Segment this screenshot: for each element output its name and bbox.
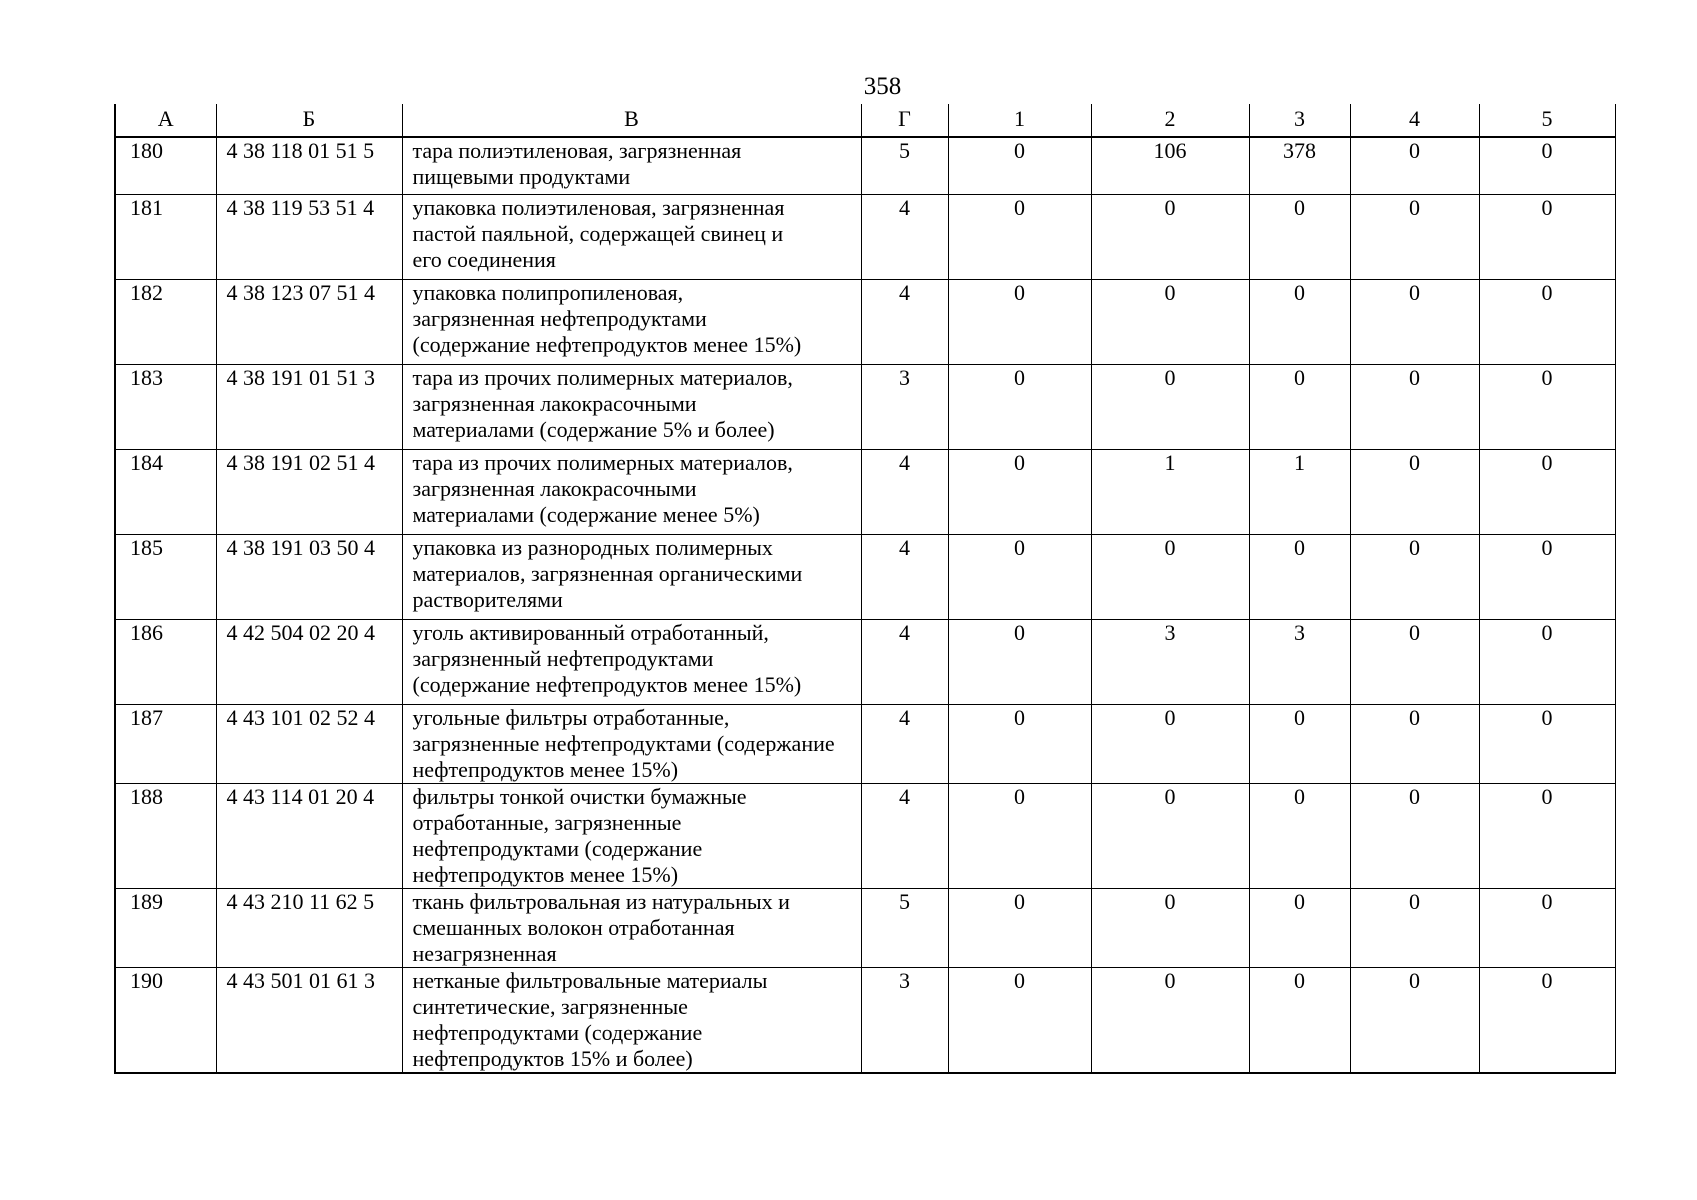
waste-code-cell: 4 38 118 01 51 5 (216, 137, 402, 194)
value-cell-5: 0 (1479, 888, 1615, 967)
row-number-cell: 189 (115, 888, 216, 967)
waste-description-cell (402, 704, 861, 783)
value-cell-1: 0 (948, 534, 1091, 619)
description-line: пищевыми продуктами (412, 164, 631, 189)
description-line: материалов, загрязненная органическими (412, 560, 803, 586)
value-cell-3: 0 (1249, 967, 1350, 1073)
waste-code-cell: 4 43 114 01 20 4 (216, 783, 402, 888)
value-cell-1: 0 (948, 967, 1091, 1073)
table-row (115, 449, 1615, 534)
waste-description-cell (402, 967, 861, 1073)
value-cell-5: 0 (1479, 783, 1615, 888)
row-number-cell: 180 (115, 137, 216, 194)
waste-description-cell (402, 783, 861, 888)
value-cell-3: 1 (1249, 449, 1350, 534)
value-cell-1: 0 (948, 783, 1091, 888)
value-cell-2: 106 (1091, 137, 1249, 194)
column-header-b: Б (216, 104, 402, 137)
description-line: загрязненный нефтепродуктами (412, 645, 714, 671)
table-row (115, 279, 1615, 364)
value-cell-2: 0 (1091, 783, 1249, 888)
hazard-class-cell: 4 (861, 704, 948, 783)
value-cell-2: 0 (1091, 888, 1249, 967)
hazard-class-cell: 3 (861, 364, 948, 449)
waste-description-cell (402, 137, 861, 194)
value-cell-4: 0 (1350, 888, 1479, 967)
description-line: отработанные, загрязненные (412, 809, 682, 835)
waste-code-cell: 4 38 123 07 51 4 (216, 279, 402, 364)
waste-description-cell (402, 449, 861, 534)
description-line: нефтепродуктами (содержание (412, 1019, 703, 1045)
row-number-cell: 187 (115, 704, 216, 783)
value-cell-4: 0 (1350, 364, 1479, 449)
hazard-class-cell: 4 (861, 279, 948, 364)
description-line: уголь активированный отработанный, (412, 619, 769, 645)
column-header-4: 4 (1350, 104, 1479, 137)
hazard-class-cell: 4 (861, 783, 948, 888)
description-line: смешанных волокон отработанная (412, 914, 735, 940)
waste-code-cell: 4 43 210 11 62 5 (216, 888, 402, 967)
hazard-class-cell: 4 (861, 534, 948, 619)
value-cell-4: 0 (1350, 449, 1479, 534)
value-cell-1: 0 (948, 449, 1091, 534)
value-cell-5: 0 (1479, 704, 1615, 783)
column-header-v: В (402, 104, 861, 137)
hazard-class-cell: 4 (861, 619, 948, 704)
description-line: тара из прочих полимерных материалов, (412, 449, 793, 475)
description-line: ткань фильтровальная из натуральных и (412, 888, 790, 914)
value-cell-3: 0 (1249, 194, 1350, 279)
description-line: нефтепродуктов 15% и более) (412, 1045, 693, 1071)
value-cell-2: 0 (1091, 364, 1249, 449)
description-line: загрязненная лакокрасочными (412, 390, 697, 416)
hazard-class-cell: 3 (861, 967, 948, 1073)
table-row (115, 194, 1615, 279)
table-header (115, 104, 1615, 137)
row-number-cell: 184 (115, 449, 216, 534)
description-line: тара полиэтиленовая, загрязненная (412, 138, 742, 163)
value-cell-4: 0 (1350, 534, 1479, 619)
column-header-g: Г (861, 104, 948, 137)
description-line: нефтепродуктами (содержание (412, 835, 703, 861)
description-line: пастой паяльной, содержащей свинец и (412, 220, 784, 246)
value-cell-3: 378 (1249, 137, 1350, 194)
value-cell-4: 0 (1350, 619, 1479, 704)
table-row (115, 619, 1615, 704)
value-cell-2: 3 (1091, 619, 1249, 704)
waste-description-cell (402, 619, 861, 704)
description-line: упаковка полиэтиленовая, загрязненная (412, 194, 785, 220)
description-line: растворителями (412, 586, 563, 612)
value-cell-5: 0 (1479, 534, 1615, 619)
table-row (115, 888, 1615, 967)
description-line: нефтепродуктов менее 15%) (412, 861, 679, 887)
description-line: материалами (содержание менее 5%) (412, 501, 760, 527)
waste-description-cell (402, 888, 861, 967)
table-row (115, 704, 1615, 783)
description-line: материалами (содержание 5% и более) (412, 416, 775, 442)
hazard-class-cell: 5 (861, 137, 948, 194)
description-line: синтетические, загрязненные (412, 993, 688, 1019)
waste-code-cell: 4 38 191 02 51 4 (216, 449, 402, 534)
value-cell-4: 0 (1350, 279, 1479, 364)
waste-description-cell (402, 279, 861, 364)
value-cell-5: 0 (1479, 449, 1615, 534)
value-cell-1: 0 (948, 194, 1091, 279)
description-line: упаковка из разнородных полимерных (412, 534, 773, 560)
waste-code-cell: 4 42 504 02 20 4 (216, 619, 402, 704)
value-cell-3: 0 (1249, 534, 1350, 619)
description-line: упаковка полипропиленовая, (412, 279, 684, 305)
value-cell-1: 0 (948, 364, 1091, 449)
description-line: загрязненная лакокрасочными (412, 475, 697, 501)
value-cell-2: 0 (1091, 534, 1249, 619)
value-cell-3: 0 (1249, 279, 1350, 364)
row-number-cell: 188 (115, 783, 216, 888)
table-row (115, 967, 1615, 1073)
value-cell-4: 0 (1350, 137, 1479, 194)
table-row (115, 783, 1615, 888)
column-header-1: 1 (948, 104, 1091, 137)
hazard-class-cell: 4 (861, 194, 948, 279)
value-cell-2: 0 (1091, 194, 1249, 279)
column-header-2: 2 (1091, 104, 1249, 137)
value-cell-2: 0 (1091, 279, 1249, 364)
value-cell-1: 0 (948, 704, 1091, 783)
table-row (115, 137, 1615, 194)
value-cell-5: 0 (1479, 194, 1615, 279)
waste-code-cell: 4 38 119 53 51 4 (216, 194, 402, 279)
waste-code-cell: 4 43 101 02 52 4 (216, 704, 402, 783)
row-number-cell: 186 (115, 619, 216, 704)
table-row (115, 364, 1615, 449)
description-line: загрязненная нефтепродуктами (412, 305, 707, 331)
value-cell-3: 3 (1249, 619, 1350, 704)
header-row (115, 104, 1615, 137)
description-line: нетканые фильтровальные материалы (412, 967, 768, 993)
value-cell-1: 0 (948, 888, 1091, 967)
description-line: незагрязненная (412, 940, 557, 966)
table-row (115, 534, 1615, 619)
page-number: 358 (863, 73, 902, 100)
row-number-cell: 182 (115, 279, 216, 364)
description-line: загрязненные нефтепродуктами (содержание (412, 730, 835, 756)
value-cell-5: 0 (1479, 967, 1615, 1073)
column-header-5: 5 (1479, 104, 1615, 137)
value-cell-1: 0 (948, 279, 1091, 364)
description-line: тара из прочих полимерных материалов, (412, 364, 793, 390)
value-cell-2: 0 (1091, 704, 1249, 783)
value-cell-3: 0 (1249, 364, 1350, 449)
value-cell-3: 0 (1249, 783, 1350, 888)
value-cell-5: 0 (1479, 279, 1615, 364)
value-cell-4: 0 (1350, 704, 1479, 783)
hazard-class-cell: 5 (861, 888, 948, 967)
value-cell-4: 0 (1350, 967, 1479, 1073)
description-line: нефтепродуктов менее 15%) (412, 756, 679, 782)
value-cell-3: 0 (1249, 704, 1350, 783)
value-cell-5: 0 (1479, 619, 1615, 704)
row-number-cell: 183 (115, 364, 216, 449)
description-line: его соединения (412, 246, 556, 272)
value-cell-2: 0 (1091, 967, 1249, 1073)
waste-code-cell: 4 38 191 03 50 4 (216, 534, 402, 619)
row-number-cell: 181 (115, 194, 216, 279)
description-line: (содержание нефтепродуктов менее 15%) (412, 671, 802, 697)
value-cell-3: 0 (1249, 888, 1350, 967)
value-cell-1: 0 (948, 137, 1091, 194)
value-cell-4: 0 (1350, 194, 1479, 279)
column-header-3: 3 (1249, 104, 1350, 137)
row-number-cell: 185 (115, 534, 216, 619)
table-body (115, 137, 1615, 1073)
waste-table (114, 104, 1616, 1074)
hazard-class-cell: 4 (861, 449, 948, 534)
waste-description-cell (402, 364, 861, 449)
description-line: фильтры тонкой очистки бумажные (412, 783, 747, 809)
value-cell-2: 1 (1091, 449, 1249, 534)
waste-code-cell: 4 43 501 01 61 3 (216, 967, 402, 1073)
description-line: (содержание нефтепродуктов менее 15%) (412, 331, 802, 357)
waste-code-cell: 4 38 191 01 51 3 (216, 364, 402, 449)
waste-description-cell (402, 194, 861, 279)
value-cell-5: 0 (1479, 364, 1615, 449)
value-cell-4: 0 (1350, 783, 1479, 888)
waste-description-cell (402, 534, 861, 619)
value-cell-1: 0 (948, 619, 1091, 704)
description-line: угольные фильтры отработанные, (412, 704, 730, 730)
value-cell-5: 0 (1479, 137, 1615, 194)
column-header-a: А (115, 104, 216, 137)
row-number-cell: 190 (115, 967, 216, 1073)
